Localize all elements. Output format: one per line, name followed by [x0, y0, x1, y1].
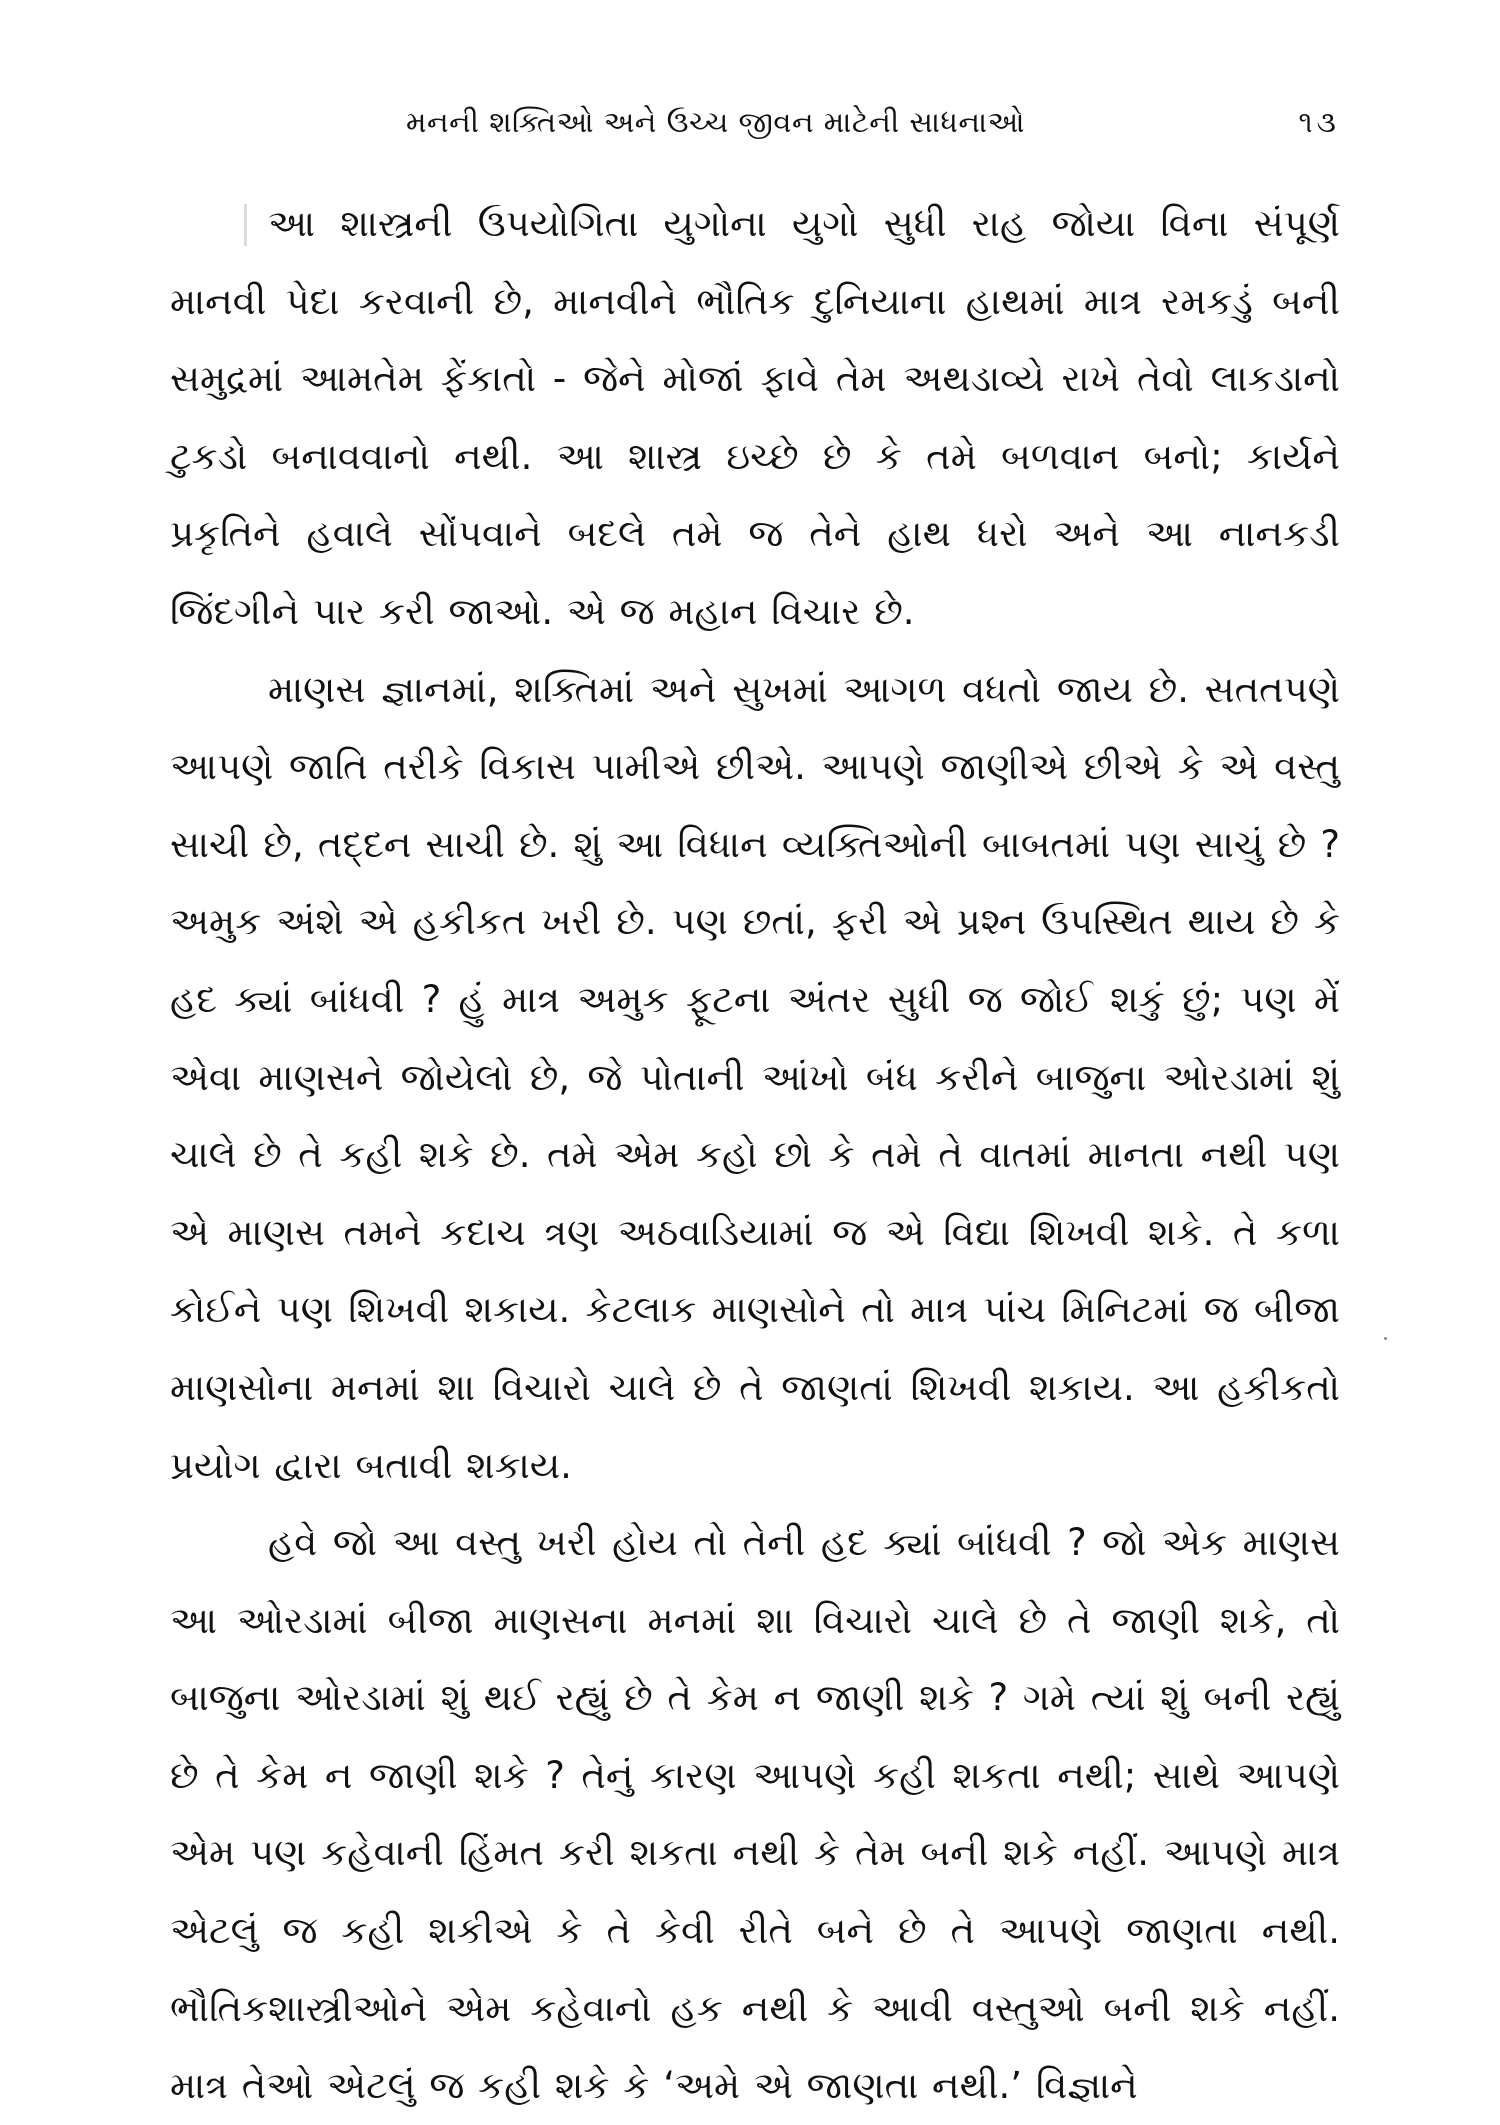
- page-number: ૧૩: [1298, 105, 1340, 139]
- paragraph-1: આ શાસ્ત્રની ઉપયોગિતા યુગોના યુગો સુધી રાહ જોયા વિના સંપૂર્ણ માનવી પેદા કરવાની છે, માનવીને ભૌતિક દુનિયાના હાથમાં માત્ર રમકડું બની સમુદ્રમાં આમતેમ ફેંકાતો - જેને મોજાં ફાવે તેમ અથડાવ્યે રાખે તેવો લાકડાનો ટુકડો બનાવવાનો નથી. આ શાસ્ત્ર ઇચ્છે છે કે તમે બળવાન બનો; કાર્યને પ્રકૃતિને હવાલે સોંપવાને બદલે તમે જ તેને હાથ ધરો અને આ નાનકડી જિંદગીને પાર કરી જાઓ. એ જ મહાન વિચાર છે.: [170, 202, 1340, 633]
- running-header: [170, 96, 1340, 146]
- scan-speck: [1384, 1337, 1387, 1340]
- paragraph-2: માણસ જ્ઞાનમાં, શક્તિમાં અને સુખમાં આગળ વધતો જાય છે. સતતપણે આપણે જાતિ તરીકે વિકાસ પામીએ છીએ. આપણે જાણીએ છીએ કે એ વસ્તુ સાચી છે, તદ્દન સાચી છે. શું આ વિધાન વ્યક્તિઓની બાબતમાં પણ સાચું છે ? અમુક અંશે એ હકીકત ખરી છે. પણ છતાં, ફરી એ પ્રશ્ન ઉપસ્થિત થાય છે કે હદ ક્યાં બાંધવી ? હું માત્ર અમુક ફૂટના અંતર સુધી જ જોઈ શકું છું; પણ મેં એવા માણસને જોયેલો છે, જે પોતાની આંખો બંધ કરીને બાજુના ઓરડામાં શું ચાલે છે તે કહી શકે છે. તમે એમ કહો છો કે તમે તે વાતમાં માનતા નથી પણ એ માણસ તમને કદાચ ત્રણ અઠવાડિયામાં જ એ વિદ્યા શિખવી શકે. તે કળા કોઈને પણ શિખવી શકાય. કેટલાક માણસોને તો માત્ર પાંચ મિનિટમાં જ બીજા માણસોના મનમાં શા વિચારો ચાલે છે તે જાણતાં શિખવી શકાય. આ હકીકતો પ્રયોગ દ્વારા બતાવી શકાય.: [170, 667, 1340, 1487]
- body-text: [170, 185, 1340, 2125]
- running-title: મનની શક્તિઓ અને ઉચ્ચ જીવન માટેની સાધનાઓ: [406, 105, 1025, 139]
- paragraph-3: હવે જો આ વસ્તુ ખરી હોય તો તેની હદ ક્યાં બાંધવી ? જો એક માણસ આ ઓરડામાં બીજા માણસના મનમાં શા વિચારો ચાલે છે તે જાણી શકે, તો બાજુના ઓરડામાં શું થઈ રહ્યું છે તે કેમ ન જાણી શકે ? ગમે ત્યાં શું બની રહ્યું છે તે કેમ ન જાણી શકે ? તેનું કારણ આપણે કહી શકતા નથી; સાથે આપણે એમ પણ કહેવાની હિંમત કરી શકતા નથી કે તેમ બની શકે નહીં. આપણે માત્ર એટલું જ કહી શકીએ કે તે કેવી રીતે બને છે તે આપણે જાણતા નથી. ભૌતિકશાસ્ત્રીઓને એમ કહેવાનો હક નથી કે આવી વસ્તુઓ બની શકે નહીં. માત્ર તેઓ એટલું જ કહી શકે કે ‘અમે એ જાણતા નથી.’ વિજ્ઞાને: [170, 1521, 1340, 2108]
